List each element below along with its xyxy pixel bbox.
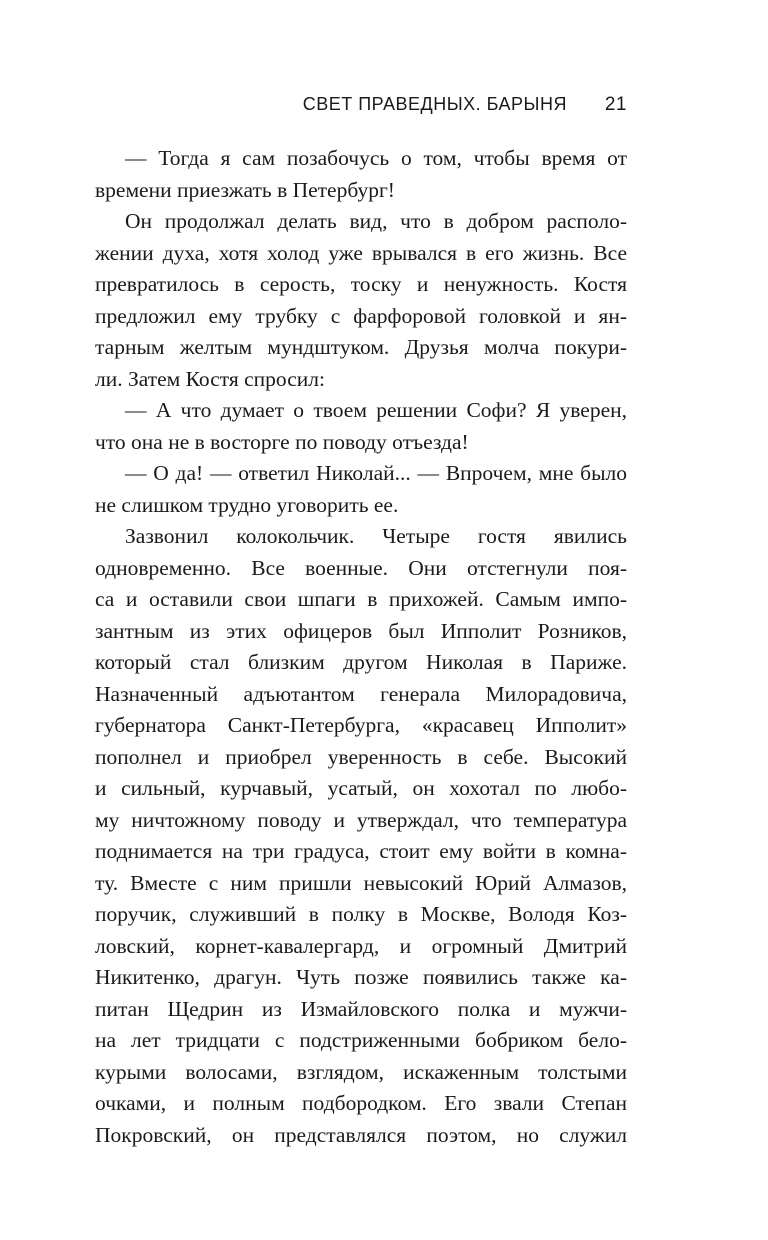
text-line: поручик, служивший в полку в Москве, Володя Коз- <box>95 902 627 926</box>
body-text <box>95 143 627 1151</box>
text-line: который стал близким другом Николая в Париже. <box>95 650 627 674</box>
running-title: СВЕТ ПРАВЕДНЫХ. БАРЫНЯ <box>302 94 567 114</box>
text-line: тарным желтым мундштуком. Друзья молча покури- <box>95 335 627 359</box>
text-line: ли. Затем Костя спросил: <box>95 366 325 391</box>
text-line: му ничтожному поводу и утверждал, что температура <box>95 807 627 832</box>
text-line: питан Щедрин из Измайловского полка и мужчи- <box>95 996 627 1021</box>
text-line: Назначенный адъютантом генерала Милорадовича, <box>95 681 627 706</box>
page-number: 21 <box>604 94 627 115</box>
text-line: что она не в восторге по поводу отъезда! <box>95 429 469 454</box>
text-line: курыми волосами, взглядом, искаженным толстыми <box>95 1059 627 1084</box>
text-line: ловский, корнет-кавалергард, и огромный Дмитрий <box>95 933 627 958</box>
text-line: — А что думает о твоем решении Софи? Я уверен, <box>125 398 627 422</box>
text-line: на лет тридцати с подстриженными бобриком бело- <box>95 1028 627 1052</box>
text-line: — О да! — ответил Николай... — Впрочем, мне было <box>125 461 627 485</box>
text-line: не слишком трудно уговорить ее. <box>95 492 399 517</box>
text-line: губернатора Санкт-Петербурга, «красавец Ипполит» <box>95 713 627 737</box>
text-line: и сильный, курчавый, усатый, он хохотал по любо- <box>95 776 627 800</box>
text-line: одновременно. Все военные. Они отстегнули поя- <box>95 555 627 580</box>
running-head <box>0 90 627 120</box>
text-line: са и оставили свои шпаги в прихожей. Самым импо- <box>95 587 627 611</box>
text-line: Покровский, он представлялся поэтом, но служил <box>95 1122 627 1147</box>
text-line: времени приезжать в Петербург! <box>95 177 395 202</box>
text-line: пополнел и приобрел уверенность в себе. Высокий <box>95 744 627 769</box>
text-line: зантным из этих офицеров был Ипполит Розников, <box>95 618 627 643</box>
text-line: превратилось в серость, тоску и ненужность. Костя <box>95 272 627 296</box>
text-line: поднимается на три градуса, стоит ему войти в комна- <box>95 839 627 863</box>
text-line: жении духа, хотя холод уже врывался в его жизнь. Все <box>95 240 627 265</box>
text-line: Никитенко, драгун. Чуть позже появились также ка- <box>95 965 627 989</box>
text-line: очками, и полным подбородком. Его звали Степан <box>95 1091 627 1115</box>
text-line: ту. Вместе с ним пришли невысокий Юрий Алмазов, <box>95 870 627 895</box>
text-line: — Тогда я сам позабочусь о том, чтобы время от <box>125 146 627 170</box>
text-line: Он продолжал делать вид, что в добром располо- <box>125 209 627 233</box>
text-line: предложил ему трубку с фарфоровой головкой и ян- <box>95 303 627 328</box>
text-line: Зазвонил колокольчик. Четыре гостя явились <box>125 524 627 548</box>
